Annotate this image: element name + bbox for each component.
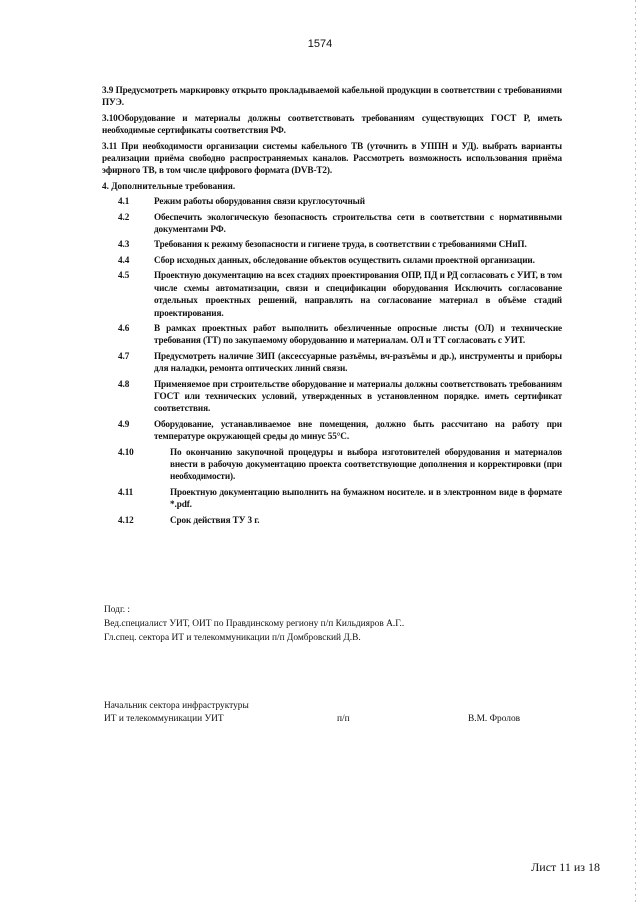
item-text: Предусмотреть наличие ЗИП (аксессуарные разъёмы, вч-разъёмы и др.), инструменты и приборы для наладки, ремонта оптических линий связи. [154, 350, 562, 374]
paragraph: 3.11 При необходимости организации системы кабельного ТВ (уточнить в УППН и УД). выбрать варианты реализации приёма свободно распространяемых каналов. Рассмотреть возможность использования приёма эфирного ТВ, в том числе цифрового формата (DVB-T2). [102, 140, 562, 176]
requirement-item [118, 254, 562, 266]
item-number: 4.7 [118, 350, 130, 361]
requirement-item [118, 238, 562, 250]
item-number: 4.9 [118, 418, 130, 429]
item-number: 4.5 [118, 270, 130, 281]
approver-title-2: ИТ и телекоммуникации УИТ [104, 714, 224, 724]
item-number: 4.3 [118, 239, 130, 250]
item-number: 4.2 [118, 211, 130, 222]
item-number: 4.4 [118, 254, 130, 265]
approver-pp: п/п [337, 714, 350, 724]
item-number: 4.1 [118, 196, 130, 207]
page-number: 1574 [307, 38, 333, 50]
prepared-label: Подг. : [104, 605, 131, 615]
sheet-counter: Лист 11 из 18 [531, 860, 600, 874]
item-text: Требования к режиму безопасности и гигиене труда, в соответствии с требованиями СНиП. [154, 239, 527, 250]
requirement-item [118, 322, 562, 347]
item-text: Проектную документацию выполнить на бумажном носителе. и в электронном виде в формате *.pdf. [170, 486, 562, 510]
item-number: 4.12 [118, 514, 134, 525]
item-text: Обеспечить экологическую безопасность строительства сети в соответствии с нормативными документами РФ. [154, 211, 562, 235]
requirements-body [102, 84, 562, 529]
requirement-item [118, 446, 562, 483]
paragraph: 3.9 Предусмотреть маркировку открыто прокладываемой кабельной продукции в соответствии с требованиями ПУЭ. [102, 85, 562, 108]
requirement-item [118, 269, 562, 319]
scan-edge [635, 0, 636, 905]
requirement-item [118, 378, 562, 415]
item-number: 4.8 [118, 378, 130, 389]
requirement-item [118, 514, 562, 526]
signature-line-1: Вед.специалист УИТ, ОИТ по Правдинскому региону п/п Кильдияров А.Г.. [104, 619, 405, 629]
item-text: Срок действия ТУ 3 г. [170, 514, 260, 525]
item-text: Проектную документацию на всех стадиях проектирования ОПР, ПД и РД согласовать с УИТ, в том числе схемы автоматизации, связи и спецификации оборудования Исключить согласование отдельных проектных решений, направлять на согласование материал в объёме стадий проектирования. [154, 270, 562, 318]
approver-name: В.М. Фролов [468, 714, 521, 724]
paragraph: 3.10Оборудование и материалы должны соответствовать требованиям существующих ГОСТ Р, иметь необходимые сертификаты соответствия РФ. [102, 112, 562, 136]
requirement-item [118, 486, 562, 511]
requirement-item [118, 211, 562, 236]
item-text: В рамках проектных работ выполнить обезличенные опросные листы (ОЛ) и технические требования (ТТ) по закупаемому оборудованию и материалам. ОЛ и ТТ согласовать с УИТ. [154, 322, 562, 346]
item-text: Сбор исходных данных, обследование объектов осуществить силами проектной организации. [154, 254, 535, 265]
signatures-block [104, 603, 564, 645]
item-number: 4.6 [118, 322, 130, 333]
item-text: Режим работы оборудования связи круглосуточный [154, 196, 365, 207]
requirement-item [118, 350, 562, 375]
item-number: 4.11 [118, 486, 134, 497]
item-text: Оборудование, устанавливаемое вне помещения, должно быть рассчитано на работу при температуре окружающей среды до минус 55°С. [154, 418, 562, 442]
approver-block [104, 700, 564, 726]
approver-title-1: Начальник сектора инфраструктуры [104, 701, 249, 711]
item-text: По окончанию закупочной процедуры и выбора изготовителей оборудования и материалов внести в рабочую документацию проекта соответствующие дополнения и корректировки (при необходимости). [170, 446, 562, 482]
item-number: 4.10 [118, 446, 134, 457]
requirement-item [118, 195, 562, 207]
approver-line [104, 713, 564, 726]
requirement-item [118, 418, 562, 443]
item-text: Применяемое при строительстве оборудование и материалы должны соответствовать требованиям ГОСТ или технических условий, утвержденных в установленном порядке. иметь сертификат соответствия. [154, 378, 562, 414]
section-heading: 4. Дополнительные требования. [102, 180, 236, 191]
signature-line-2: Гл.спец. сектора ИТ и телекоммуникации п/п Домбровский Д.В. [104, 633, 361, 643]
